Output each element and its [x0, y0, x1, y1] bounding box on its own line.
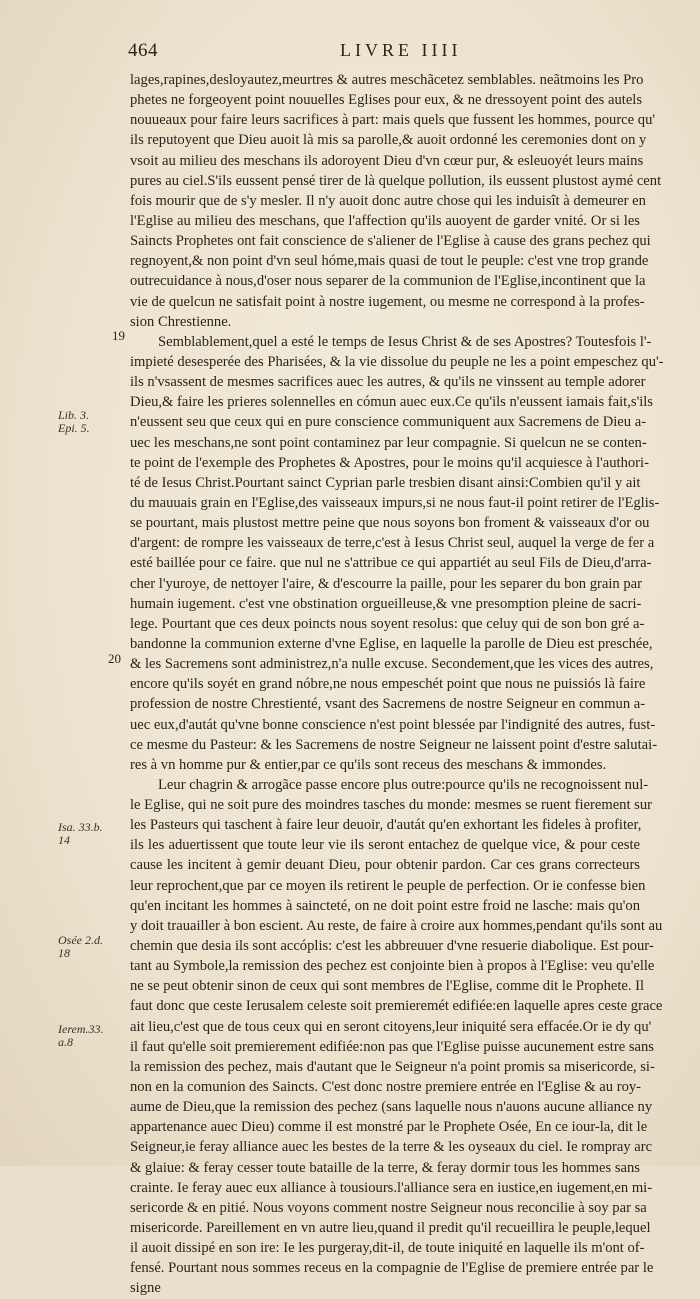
- text-line: phetes ne forgeoyent point nouuelles Eglises pour eux, & ne dressoyent point des autels: [130, 92, 643, 109]
- text-line: profession de nostre Chrestienté, vsant des Sacremens de nostre Seigneur en commun a-: [130, 696, 646, 713]
- text-line: humain iugement. c'est vne obstination orgueilleuse,& vne presomption pleine de sacri-: [130, 595, 642, 612]
- text-line: les Pasteurs qui taschent à faire leur deuoir, d'autát qu'en exhortant les fideles à profiter,: [130, 817, 642, 834]
- text-line: appartenance auec Dieu) comme il est monstré par le Prophete Osée, En ce iour-la, dit le: [130, 1119, 648, 1136]
- body-text: [130, 70, 664, 1299]
- text-line: misericorde. Pareillement en vn autre lieu,quand il predit qu'il recueillira le peuple,lequel: [130, 1220, 651, 1237]
- paragraph-number: 20: [108, 651, 121, 666]
- text-line: nouueaux pour faire leurs sacrifices à part: mais quels que fussent les hommes, pource qu': [130, 112, 656, 129]
- text-line: se pourtant, mais plustost mettre peine que nous soyons bon froment & vaisseaux d'or ou: [130, 515, 650, 532]
- text-line: te point de l'exemple des Prophetes & Apostres, pour le moins qu'il acquiesce à l'authori-: [130, 454, 649, 471]
- text-line: Leur chagrin & arrogãce passe encore plus outre:pource qu'ils ne recognoissent nul-: [158, 776, 649, 793]
- text-line: encore qu'ils soyét en grand nóbre,ne nous empeschét point que nous ne puissiós là faire: [130, 676, 646, 693]
- text-line: crainte. Ie feray auec eux alliance à tousiours.l'alliance sera en iustice,en iugement,en mi-: [130, 1179, 653, 1196]
- text-line: té de Iesus Christ.Pourtant sainct Cyprian parle tresbien disant ainsi:Combien qu'il y ait: [130, 474, 641, 491]
- text-line: Dieu,& faire les prieres solennelles en cómun auec eux.Ce qu'ils n'eussent iamais fait,s'ils: [130, 394, 653, 411]
- text-line: outrecuidance à nous,d'oser nous separer de la communion de l'Eglise,incontinent que la: [130, 273, 646, 290]
- text-line: ne se peut obtenir sinon de ceux qui sont membres de l'Eglise, comme dit le Prophete. Il: [130, 978, 645, 995]
- text-line: vsoit au milieu des meschans ils adoroyent Dieu d'vn cœur pur, & esleuoyét leurs mains: [130, 152, 644, 169]
- text-line: y doit trauailler à bon escient. Au reste, de faire à croire aux hommes,pendant qu'ils sont au: [130, 917, 663, 934]
- text-line: uec eux,d'autát qu'vne bonne conscience n'est point blessée par l'indignité des autres, fust-: [130, 716, 656, 733]
- text-line: aume de Dieu,que la remission des pechez (sans laquelle nous n'auons aucune alliance ny: [130, 1099, 653, 1116]
- text-line: & les Sacremens sont administrez,n'a nulle excuse. Secondement,que les vices des autres,: [130, 656, 654, 673]
- text-line: d'argent: de rompre les vaisseaux de terre,c'est à Iesus Christ seul, auquel la verge de fer a: [130, 535, 655, 552]
- text-line: sericorde & en pitié. Nous voyons comment nostre Seigneur nous reconcilie à soy par sa: [130, 1199, 647, 1216]
- text-line: chemin que desia ils sont accóplis: c'est les abbreuuer d'vne resuerie diabolique. Est pour-: [130, 938, 654, 955]
- text-line: uec les meschans,ne sont point contaminez par leur compagnie. Si quelcun ne se conten-: [130, 434, 647, 451]
- text-line: ils reputoyent que Dieu auoit là mis sa parolle,& auoit ordonné les ceremonies dont on y: [130, 132, 647, 149]
- running-head: LIVRE IIII: [340, 40, 462, 60]
- text-line: leur reprochent,que par ce moyen ils retirent le peuple de perfection. Or ie confesse bien: [130, 877, 646, 894]
- text-line: lege. Pourtant que ces deux poincts nous soyent resolus: que celuy qui de son bon gré a-: [130, 615, 645, 632]
- text-line: lages,rapines,desloyautez,meurtres & autres meschãcetez semblables. neãtmoins les Pro: [130, 72, 644, 88]
- text-line: fois mourir que de s'y mesler. Il n'y auoit donc autre chose qui les induisît à demeurer en: [130, 192, 646, 209]
- text-line: & glaiue: & feray cesser toute bataille de la terre, & feray dormir tous les hommes sans: [130, 1159, 640, 1176]
- text-line: l'Eglise au milieu des meschans, que l'affection qu'ils auoyent de garder vnité. Or si les: [130, 212, 640, 229]
- text-line: la remission des pechez, mais d'autant que le Seigneur n'a point promis sa misericorde, si-: [130, 1058, 655, 1075]
- text-line: cher l'yuroye, de nettoyer l'aire, & d'escourre la paille, pour les separer du bon grain par: [130, 575, 642, 592]
- text-line: Semblablement,quel a esté le temps de Iesus Christ & de ses Apostres? Toutesfois l'-: [158, 333, 652, 350]
- text-line: le Eglise, qui ne soit pure des moindres tasches du monde: mesmes se ruent fierement sur: [130, 797, 653, 814]
- text-line: res à vn homme pur & entier,par ce qu'ils sont receus des meschans & immondes.: [130, 756, 607, 773]
- text-line: bandonne la communion externe d'vne Eglise, en laquelle la parolle de Dieu est preschée,: [130, 635, 653, 652]
- text-line: il auoit dissipé en son ire: Ie les purgeray,dit-il, de toute iniquité en laquelle ils m'ont of-: [130, 1240, 645, 1257]
- text-line: Saincts Prophetes ont fait conscience de s'aliener de l'Eglise à cause des grans pechez qui: [130, 233, 651, 250]
- text-line: esté baillée pour ce faire. que nul ne s'attribue ce qui appartiét au seul Fils de Dieu,d'arra-: [130, 555, 652, 572]
- text-line: ils les aduertissent que toute leur vie ils seront entachez de quelque vice, & pour ceste: [130, 837, 640, 854]
- text-line: ait lieu,c'est que de tous ceux qui en seront citoyens,leur iniquité sera effacée.Or ie dy qu': [130, 1018, 652, 1035]
- text-line: qu'en incitant les hommes à saincteté, on ne doit point estre froid ne lasche: mais qu'on: [130, 897, 640, 914]
- text-line: Seigneur,ie feray alliance auec les bestes de la terre & les oyseaux du ciel. Ie rompray arc: [130, 1139, 653, 1156]
- text-line: du mauuais grain en l'Eglise,des vaisseaux impurs,si ne nous faut-il point retirer de l'Eglis-: [130, 494, 660, 511]
- paragraph-number: 19: [112, 328, 125, 343]
- text-line: regnoyent,& non point d'vn seul hóme,mais quasi de tout le peuple: c'est vne trop grande: [130, 253, 649, 270]
- text-line: fensé. Pourtant nous sommes receus en la compagnie de l'Eglise de premiere entrée par le: [130, 1260, 654, 1277]
- text-line: sion Chrestienne.: [130, 313, 232, 330]
- text-line: il faut qu'elle soit premierement edifiée:non pas que l'Eglise puisse aucunement estre sans: [130, 1038, 654, 1055]
- text-line: faut donc que ceste Ierusalem celeste soit premieremét edifiée:en laquelle apres ceste grace: [130, 998, 663, 1015]
- text-line: ce mesme du Pasteur: & les Sacremens de nostre Seigneur ne laissent point d'estre salutai-: [130, 736, 658, 753]
- page-number: 464: [128, 40, 158, 61]
- margin-note: Osée 2.d. 18: [58, 933, 103, 960]
- text-line: cause les incitent à gemir deuant Dieu, pour obtenir pardon. Car ces grans correcteurs: [130, 857, 640, 874]
- text-line: impieté desesperée des Pharisées, & la vie dissolue du peuple ne les a point empeschez qu'-: [130, 353, 664, 370]
- text-line: signe: [130, 1280, 161, 1297]
- text-line: n'eussent seu que ceux qui en pure conscience communiquent aux Sacremens de Dieu a-: [130, 414, 647, 431]
- text-line: vie de quelcun ne satisfait point à nostre iugement, ou mesme ne correspond à la profes-: [130, 293, 645, 310]
- text-line: tant au Symbole,la remission des pechez est conjointe bien à propos à l'Eglise: veu qu'elle: [130, 958, 655, 975]
- margin-note: Lib. 3. Epi. 5.: [58, 408, 90, 435]
- margin-note: Isa. 33.b. 14: [58, 820, 103, 847]
- text-line: ils n'vsassent de mesmes sacrifices auec les autres, & qu'ils ne vinssent au temple adorer: [130, 374, 646, 391]
- margin-note: Ierem.33. a.8: [58, 1022, 104, 1049]
- page-header: [128, 40, 638, 64]
- text-line: non en la comunion des Saincts. C'est donc nostre premiere entrée en l'Eglise & au roy-: [130, 1079, 642, 1096]
- text-line: pures au ciel.S'ils eussent pensé tirer de là quelque pollution, ils eussent plustost aymé cent: [130, 172, 662, 189]
